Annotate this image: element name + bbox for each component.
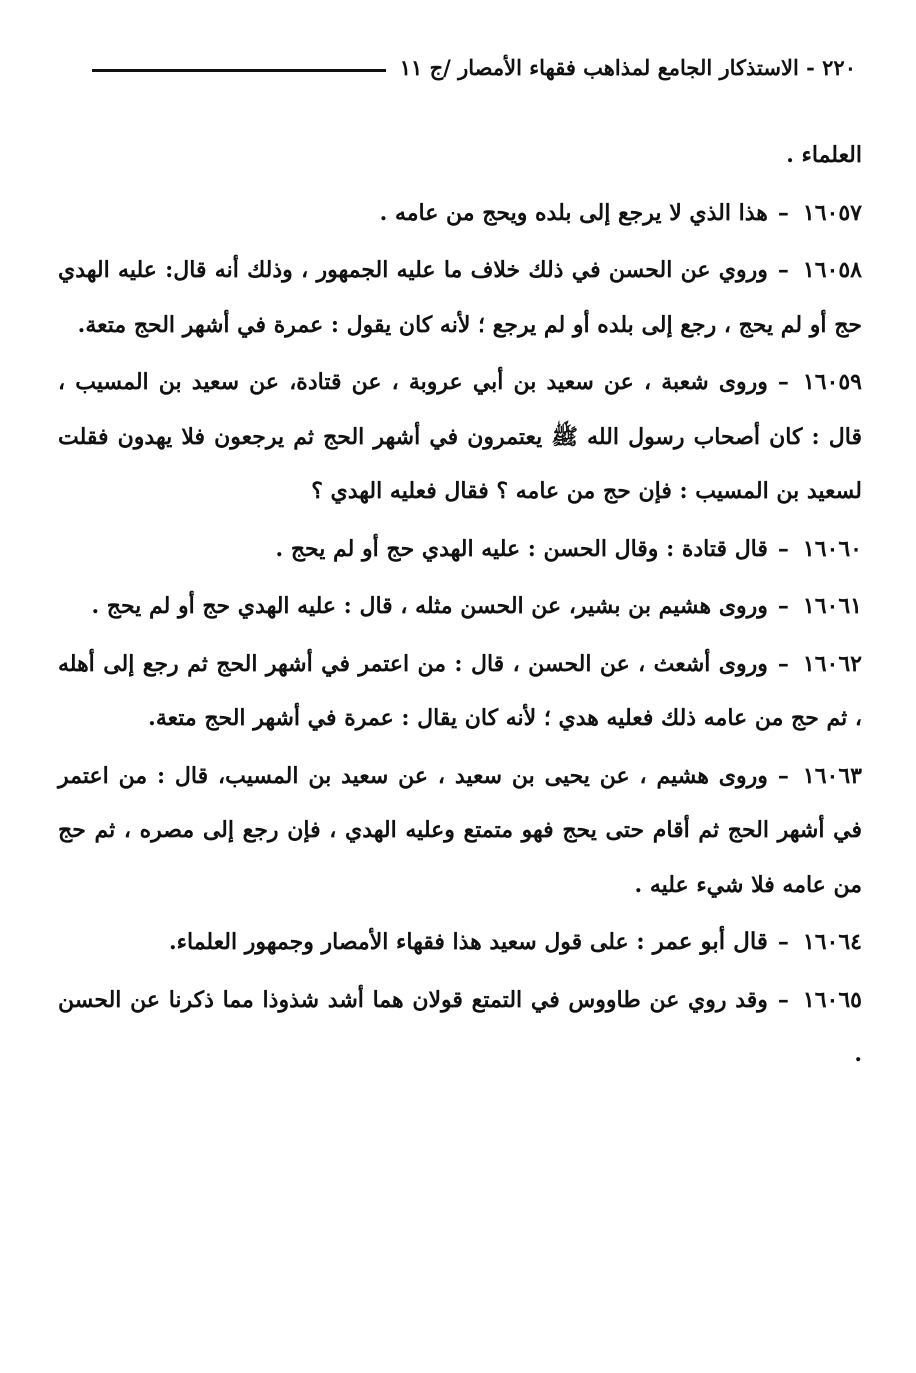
running-header [92, 50, 856, 86]
dash: – [777, 986, 789, 1013]
paragraph-text: قال قتادة : وقال الحسن : عليه الهدي حج أو لم يحج . [275, 535, 768, 562]
paragraph-text: وروى شعبة ، عن سعيد بن أبي عروبة ، عن قتادة، عن سعيد بن المسيب ، قال : كان أصحاب رسول الله ﷺ يعتمرون في أشهر الحج ثم يرجعون فلا يهدون فقلت لسعيد بن المسيب : فإن حج من عامه ؟ فقال فعليه الهدي ؟ [58, 369, 862, 504]
paragraph-16061 [58, 579, 862, 634]
dash: – [777, 650, 789, 677]
dash: – [777, 369, 789, 395]
paragraph-text: وروى هشيم ، عن يحيى بن سعيد ، عن سعيد بن المسيب، قال : من اعتمر في أشهر الحج ثم أقام حتى يحج فهو متمتع وعليه الهدي ، فإن رجع إلى مصره ، ثم حج من عامه فلا شيء عليه . [58, 762, 862, 898]
paragraph-number: ١٦٠٦١ [802, 593, 862, 619]
paragraph-16060 [58, 522, 862, 577]
paragraph-text: وروى أشعث ، عن الحسن ، قال : من اعتمر في أشهر الحج ثم رجع إلى أهله ، ثم حج من عامه ذلك فعليه هدي ؛ لأنه كان يقال : عمرة في أشهر الحج متعة. [58, 650, 862, 731]
paragraph-number: ١٦٠٦٣ [802, 762, 862, 789]
dash: – [777, 593, 789, 619]
header-rule [92, 69, 386, 72]
paragraph-16065 [58, 973, 862, 1082]
dash: – [777, 762, 789, 789]
paragraph-text: هذا الذي لا يرجع إلى بلده ويحج من عامه . [379, 199, 768, 226]
paragraph-number: ١٦٠٦٥ [802, 986, 862, 1013]
paragraph-16064 [58, 915, 862, 970]
paragraph-number: ١٦٠٦٠ [802, 535, 862, 562]
paragraph-16062 [58, 637, 862, 746]
paragraph-16058 [58, 243, 862, 352]
dash: – [777, 199, 789, 226]
paragraph-text: وقد روي عن طاووس في التمتع قولان هما أشد شذوذا مما ذكرنا عن الحسن . [58, 986, 862, 1067]
header-title: ٢٢٠ - الاستذكار الجامع لمذاهب فقهاء الأمصار /ج ١١ [399, 55, 856, 80]
paragraph-text: وروى هشيم بن بشير، عن الحسن مثله ، قال : عليه الهدي حج أو لم يحج . [91, 593, 768, 619]
paragraph-16063 [58, 749, 862, 913]
paragraph-number: ١٦٠٥٧ [802, 199, 862, 226]
dash: – [777, 929, 789, 955]
paragraph-text: وروي عن الحسن في ذلك خلاف ما عليه الجمهور ، وذلك أنه قال: عليه الهدي حج أو لم يحج ، رجع إلى بلده أو لم يرجع ؛ لأنه كان يقول : عمرة في أشهر الحج متعة. [58, 257, 862, 338]
dash: – [777, 257, 789, 283]
paragraph-number: ١٦٠٦٤ [802, 929, 862, 955]
page-body [58, 128, 862, 1085]
paragraph-text: على قول سعيد هذا فقهاء الأمصار وجمهور العلماء. [168, 929, 629, 955]
paragraph-number: ١٦٠٥٨ [802, 257, 862, 283]
paragraph-16059 [58, 355, 862, 519]
paragraph-number: ١٦٠٦٢ [802, 650, 862, 677]
dash: – [777, 535, 789, 562]
paragraph-number: ١٦٠٥٩ [802, 369, 862, 395]
speaker-label: قال أبو عمر : [636, 928, 768, 955]
paragraph-16057 [58, 186, 862, 241]
continuation-text: العلماء . [786, 142, 862, 168]
